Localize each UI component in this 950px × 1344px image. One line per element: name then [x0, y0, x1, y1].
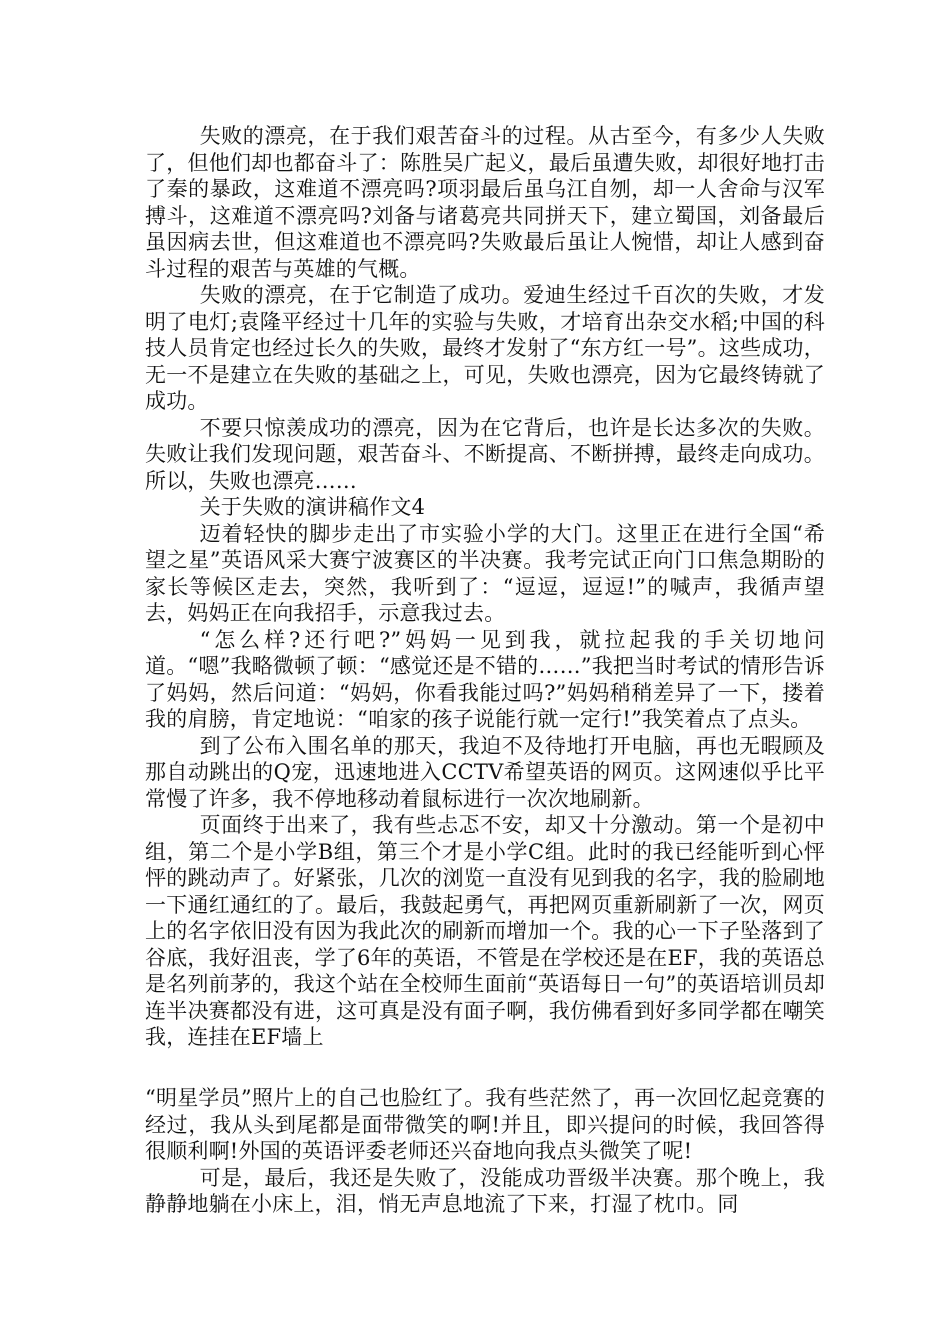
paragraph-star-student: “明星学员”照片上的自己也脸红了。我有些茫然了，再一次回忆起竞赛的经过，我从头到尾都是面带微笑的啊!并且，即兴提问的时候，我回答得很顺利啊!外国的英语评委老师还兴奋地向我点头微笑了呢!	[145, 1086, 825, 1163]
paragraph-mother-asks: “怎么样?还行吧?”妈妈一见到我，就拉起我的手关切地问道。“嗯”我略微顿了顿：“感觉还是不错的……”我把当时考试的情形告诉了妈妈，然后问道：“妈妈，你看我能过吗?”妈妈稍稍差异了一下，搂着我的肩膀，肯定地说：“咱家的孩子说能行就一定行!”我笑着点了点头。	[145, 627, 825, 731]
paragraph-failure-also-beautiful: 不要只惊羡成功的漂亮，因为在它背后，也许是长达多次的失败。失败让我们发现问题，艰苦奋斗、不断提高、不断拼搏，最终走向成功。所以，失败也漂亮……	[145, 415, 825, 493]
essay-body-bottom	[145, 1085, 825, 1218]
paragraph-failure-makes-success: 失败的漂亮，在于它制造了成功。爱迪生经过千百次的失败，才发明了电灯;袁隆平经过十几年的实验与失败，才培育出杂交水稻;中国的科技人员肯定也经过长久的失败，最终才发射了“东方红一号”。这些成功，无一不是建立在失败的基础之上，可见，失败也漂亮，因为它最终铸就了成功。	[145, 283, 825, 413]
essay-body-top	[145, 123, 825, 1051]
paragraph-checking-list: 到了公布入围名单的那天，我迫不及待地打开电脑，再也无暇顾及那自动跳出的Q宠，迅速地进入CCTV希望英语的网页。这网速似乎比平常慢了许多，我不停地移动着鼠标进行一次次地刷新。	[145, 733, 825, 811]
paragraph-final-failure: 可是，最后，我还是失败了，没能成功晋级半决赛。那个晚上，我静静地躺在小床上，泪，悄无声息地流了下来，打湿了枕巾。同	[145, 1165, 825, 1216]
essay-heading: 关于失败的演讲稿作文4	[199, 495, 426, 519]
paragraph-beauty-of-struggle: 失败的漂亮，在于我们艰苦奋斗的过程。从古至今，有多少人失败了，但他们却也都奋斗了：陈胜吴广起义，最后虽遭失败，却很好地打击了秦的暴政，这难道不漂亮吗?项羽最后虽乌江自刎，却一人舍命与汉军搏斗，这难道不漂亮吗?刘备与诸葛亮共同拼天下，建立蜀国，刘备最后虽因病去世，但这难道也不漂亮吗?失败最后虽让人惋惜，却让人感到奋斗过程的艰苦与英雄的气概。	[145, 124, 825, 281]
paragraph-leaving-school: 迈着轻快的脚步走出了市实验小学的大门。这里正在进行全国“希望之星”英语风采大赛宁波赛区的半决赛。我考完试正向门口焦急期盼的家长等候区走去，突然，我听到了：“逗逗，逗逗!”的喊声，我循声望去，妈妈正在向我招手，示意我过去。	[145, 521, 825, 625]
paragraph-results-page: 页面终于出来了，我有些忐忑不安，却又十分激动。第一个是初中组，第二个是小学B组，第三个才是小学C组。此时的我已经能听到心怦怦的跳动声了。好紧张，几次的浏览一直没有见到我的名字，我的脸刷地一下通红通红的了。最后，我鼓起勇气，再把网页重新刷新了一次，网页上的名字依旧没有因为我此次的刷新而增加一个。我的心一下子坠落到了谷底，我好沮丧，学了6年的英语，不管是在学校还是在EF，我的英语总是名列前茅的，我这个站在全校师生面前“英语每日一句”的英语培训员却连半决赛都没有进，这可真是没有面子啊，我仿佛看到好多同学都在嘲笑我，连挂在EF墙上	[145, 813, 825, 1049]
